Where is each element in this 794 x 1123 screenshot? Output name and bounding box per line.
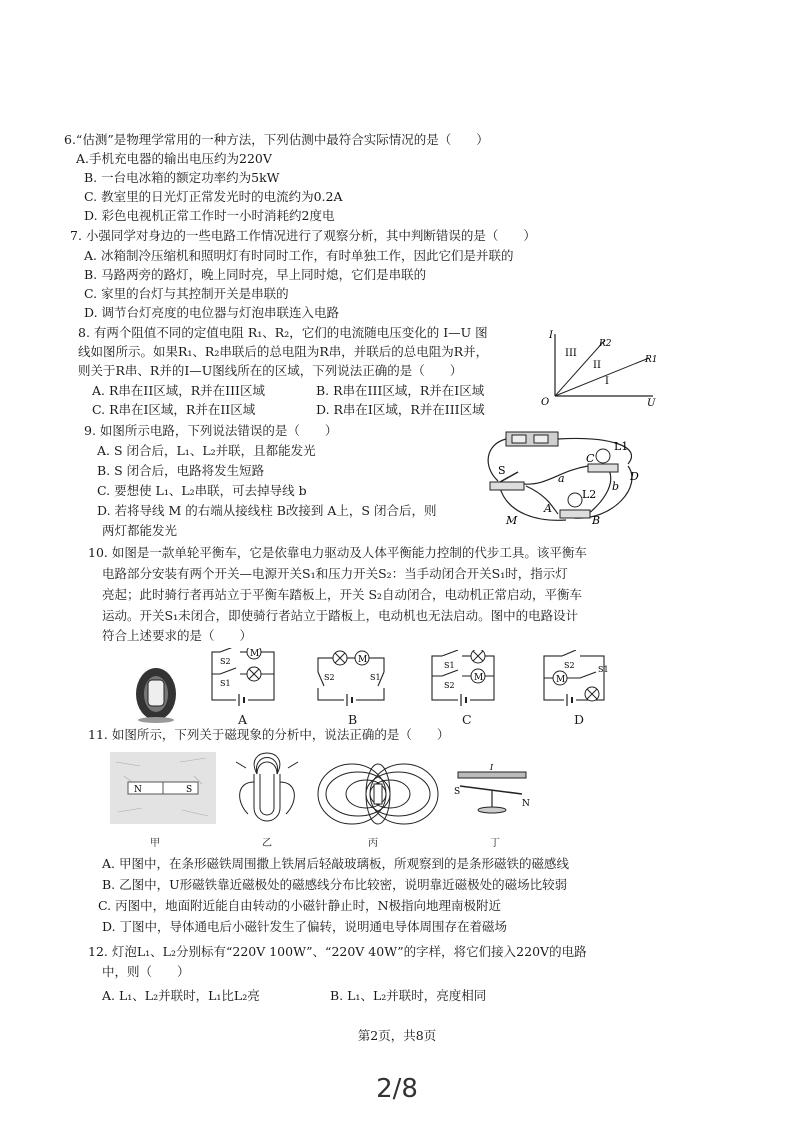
ding-s-label: S: [454, 787, 461, 797]
circuit-b-label: B: [348, 712, 358, 727]
q6-stem: 6.“估测”是物理学常用的一种方法，下列估测中最符合实际情况的是（ ）: [64, 132, 489, 147]
q9-option-a: A. S 闭合后，L₁、L₂并联，且都能发光: [97, 443, 316, 458]
s2-label-b: S2: [324, 673, 335, 682]
q6-option-a: A.手机充电器的输出电压约为220V: [76, 151, 272, 166]
jia-n-label: N: [134, 785, 142, 795]
q6-option-b: B. 一台电冰箱的额定功率约为5kW: [84, 170, 280, 185]
q10-line-4: 运动。开关S₁未闭合，即使骑行者站立于踏板上，电动机也无法启动。图中的电路设计: [102, 608, 579, 623]
caption-ding: 丁: [490, 838, 500, 849]
switch-label: S: [498, 464, 506, 477]
q9-option-d-line-2: 两灯都能发光: [102, 523, 178, 538]
l1-label: L1: [614, 440, 629, 453]
wire-b-label: b: [612, 480, 620, 493]
q11-stem: 11. 如图所示，下列关于磁现象的分析中，说法正确的是（ ）: [88, 727, 450, 742]
figure-yi-u-magnet: [232, 752, 302, 830]
q8-option-c: C. R串在I区域，R并在II区域: [92, 402, 256, 417]
q9-option-d-line-1: D. 若将导线 M 的右端从接线柱 B改接到 A上，S 闭合后，则: [97, 503, 437, 518]
q10-line-3: 亮起；此时骑行者再站立于平衡车踏板上，开关 S₂自动闭合，电动机正常启动，平衡车: [102, 587, 583, 602]
page-info: 第2页，共8页: [357, 1028, 437, 1043]
q10-line-1: 10. 如图是一款单轮平衡车，它是依靠电力驱动及人体平衡能力控制的代步工具。该平衡车: [88, 545, 587, 560]
q8-option-a: A. R串在II区域，R并在III区域: [92, 383, 265, 398]
q11-option-a: A. 甲图中，在条形磁铁周围撒上铁屑后轻敲玻璃板，所观察到的是条形磁铁的磁感线: [102, 856, 569, 871]
ding-n-label: N: [522, 799, 530, 809]
q7-option-c: C. 家里的台灯与其控制开关是串联的: [84, 286, 289, 301]
circuit-c-label: C: [462, 712, 472, 727]
wire-m-label: M: [506, 514, 518, 527]
q6-option-d: D. 彩色电视机正常工作时一小时消耗约2度电: [84, 208, 335, 223]
circuit-d-label: D: [574, 712, 585, 727]
ding-current-label: I: [490, 764, 494, 772]
terminal-c-label: C: [586, 452, 595, 465]
motor-label-a: M: [250, 649, 260, 659]
q10-line-2: 电路部分安装有两个开关—电源开关S₁和压力开关S₂：当手动闭合开关S₁时，指示灯: [102, 566, 568, 581]
s1-label-c: S1: [444, 661, 455, 670]
figure-ding-oersted: [452, 764, 534, 820]
q8-line-1: 8. 有两个阻值不同的定值电阻 R₁、R₂，它们的电流随电压变化的 I—U 图: [78, 325, 488, 340]
r2-label: R2: [599, 339, 612, 349]
q12-option-a: A. L₁、L₂并联时，L₁比L₂亮: [102, 988, 260, 1003]
q12-line-1: 12. 灯泡L₁、L₂分别标有“220V 100W”、“220V 40W”的字样，将它们接入220V的电路: [88, 944, 587, 959]
q12-line-2: 中，则（ ）: [102, 964, 190, 979]
q11-option-c: C. 丙图中，地面附近能自由转动的小磁针静止时，N极指向地理南极附近: [98, 898, 502, 913]
unicycle-image: [126, 660, 186, 724]
origin-label: O: [541, 397, 550, 408]
q12-option-b: B. L₁、L₂并联时，亮度相同: [330, 988, 487, 1003]
circuit-a: [206, 648, 280, 710]
u-axis-label: U: [647, 398, 656, 408]
r1-line: [555, 358, 649, 396]
q8-option-d: D. R串在I区域，R并在III区域: [316, 402, 485, 417]
motor-label-d: M: [556, 675, 566, 685]
q7-option-b: B. 马路两旁的路灯，晚上同时亮，早上同时熄，它们是串联的: [84, 267, 427, 282]
q9-option-c: C. 要想使 L₁、L₂串联，可去掉导线 b: [97, 483, 307, 498]
zone-1-label: I: [605, 376, 609, 387]
q6-option-c: C. 教室里的日光灯正常发光时的电流约为0.2A: [84, 189, 343, 204]
q9-option-b: B. S 闭合后，电路将发生短路: [97, 463, 265, 478]
lamp-l2-icon: [568, 493, 582, 507]
motor-label-b: M: [358, 655, 368, 665]
terminal-a-label: A: [544, 502, 552, 515]
circuit-b: [314, 650, 388, 710]
i-axis-label: I: [549, 330, 553, 341]
q11-option-d: D. 丁图中，导体通电后小磁针发生了偏转，说明通电导体周围存在着磁场: [102, 919, 508, 934]
q9-circuit-figure: [478, 426, 656, 528]
page-counter: 2/8: [376, 1074, 418, 1104]
caption-bing: 丙: [368, 838, 378, 849]
q8-line-2: 线如图所示。如果R₁、R₂串联后的总电阻为R串，并联后的总电阻为R并，: [78, 344, 489, 359]
l2-label: L2: [582, 488, 597, 501]
lamp-l1-icon: [596, 449, 610, 463]
figure-bing-earth-field: [316, 756, 440, 832]
caption-jia: 甲: [150, 838, 160, 849]
circuit-a-label: A: [238, 712, 248, 727]
figure-jia-magnet-filings: [110, 752, 216, 824]
q9-stem: 9. 如图所示电路，下列说法错误的是（ ）: [84, 423, 338, 438]
jia-s-label: S: [186, 785, 193, 795]
q11-option-b: B. 乙图中，U形磁铁靠近磁极处的磁感线分布比较密，说明靠近磁极处的磁场比较弱: [102, 877, 568, 892]
caption-yi: 乙: [262, 838, 272, 849]
zone-3-label: III: [565, 348, 577, 359]
s2-label-a: S2: [220, 657, 231, 666]
s2-label-c: S2: [444, 681, 455, 690]
terminal-d-label: D: [630, 470, 639, 483]
q8-option-b: B. R串在III区域，R并在I区域: [316, 383, 485, 398]
q7-stem: 7. 小强同学对身边的一些电路工作情况进行了观察分析，其中判断错误的是（ ）: [70, 228, 536, 243]
q7-option-a: A. 冰箱制冷压缩机和照明灯有时同时工作，有时单独工作，因此它们是并联的: [84, 248, 514, 263]
q7-option-d: D. 调节台灯亮度的电位器与灯泡串联连入电路: [84, 305, 340, 320]
motor-label-c: M: [474, 673, 484, 683]
switch-icon: [490, 482, 524, 490]
s1-label-d: S1: [598, 665, 609, 674]
q10-line-5: 符合上述要求的是（ ）: [102, 628, 253, 643]
s2-label-d: S2: [564, 661, 575, 670]
s1-label-b: S1: [370, 673, 381, 682]
terminal-b-label: B: [592, 514, 601, 527]
s1-label-a: S1: [220, 679, 231, 688]
r1-label: R1: [645, 355, 658, 365]
circuit-d: [540, 650, 614, 710]
q8-line-3: 则关于R串、R并的I—U图线所在的区域，下列说法正确的是（ ）: [78, 363, 463, 378]
iu-graph: [535, 326, 665, 408]
wire-a-label: a: [558, 472, 565, 485]
zone-2-label: II: [593, 360, 601, 371]
circuit-c: [428, 650, 502, 710]
